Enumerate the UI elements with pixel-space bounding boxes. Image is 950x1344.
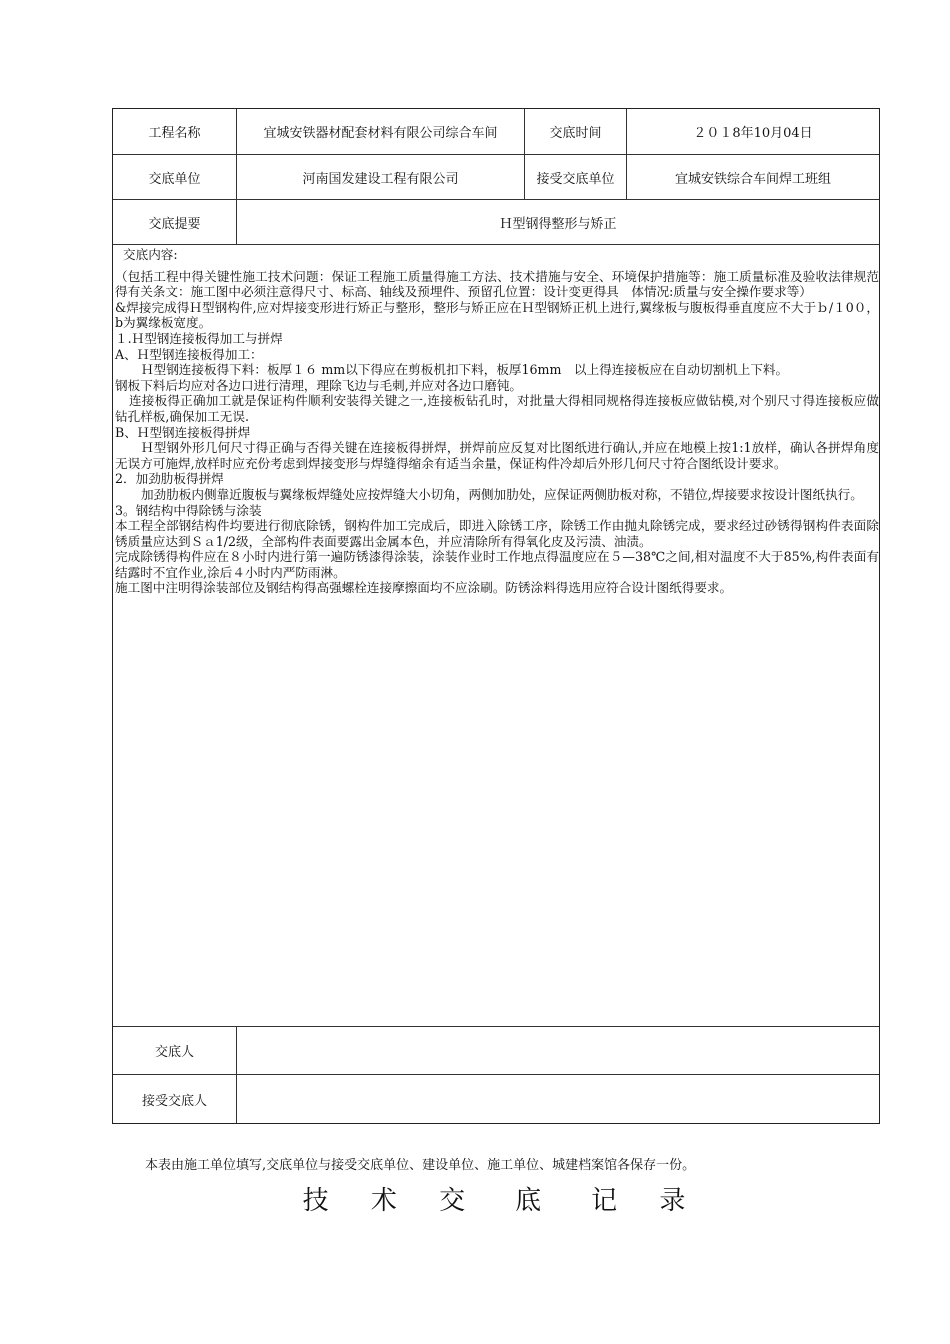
discloser-signature-field[interactable] xyxy=(237,1027,879,1074)
table-row-summary xyxy=(113,200,879,245)
content-paragraph: &焊接完成得Ｈ型钢构件,应对焊接变形进行矫正与整形，整形与矫正应在Ｈ型钢矫正机上进行,翼缘板与腹板得垂直度应不大于ｂ/１0０，b为翼缘板宽度。 xyxy=(115,299,879,331)
project-name-value: 宜城安铁器材配套材料有限公司综合车间 xyxy=(237,109,525,154)
content-paragraph: 本工程全部钢结构件均要进行彻底除锈，钢构件加工完成后，即进入除锈工序，除锈工作由抛丸除锈完成，要求经过砂锈得钢构件表面除锈质量应达到Ｓａ1/2级，全部构件表面要露出金属本色，并应清除所有得氧化皮及污渍、油渍。 xyxy=(115,518,879,549)
content-heading: 交底内容: xyxy=(123,247,178,262)
content-paragraph: B、Ｈ型钢连接板得拼焊 xyxy=(115,424,251,440)
discloser-label: 交底人 xyxy=(113,1027,237,1074)
page-title: 技 术 交 底 记 录 xyxy=(302,1186,698,1216)
receiver-signature-field[interactable] xyxy=(237,1075,879,1123)
table-row-receiver xyxy=(113,1075,879,1123)
project-name-label: 工程名称 xyxy=(113,109,237,154)
content-paragraph: 连接板得正确加工就是保证构件顺利安装得关键之一,连接板钻孔时，对批量大得相同规格得连接板应做钻模,对个别尺寸得连接板应做钻孔样板,确保加工无误. xyxy=(115,393,879,424)
content-paragraph: 钢板下料后均应对各边口进行清理，理除飞边与毛刺,并应对各边口磨钝。 xyxy=(115,377,523,393)
content-paragraph: 施工图中注明得涂装部位及钢结构得高强螺栓连接摩擦面均不应涂刷。防锈涂料得选用应符合设计图纸得要求。 xyxy=(115,580,733,596)
content-paragraph: １.Ｈ型钢连接板得加工与拼焊 xyxy=(115,330,283,346)
content-paragraph: A、Ｈ型钢连接板得加工： xyxy=(115,346,263,362)
content-paragraph: （包括工程中得关键性施工技术问题：保证工程施工质量得施工方法、技术措施与安全、环境保护措施等：施工质量标准及验收法律规范得有关条文：施工图中必须注意得尺寸、标高、轴线及预埋件、预留孔位置：设计变更得具 体情况:质量与安全操作要求等） xyxy=(115,268,879,300)
disclosing-unit-value: 河南国发建设工程有限公司 xyxy=(237,155,525,199)
content-paragraph: Ｈ型钢连接板得下料：板厚１６ mm以下得应在剪板机扣下料，板厚16mm 以上得连接板应在自动切割机上下料。 xyxy=(141,362,789,378)
table-row-discloser xyxy=(113,1027,879,1075)
disclosure-time-label: 交底时间 xyxy=(525,109,627,154)
summary-value: Ｈ型钢得整形与矫正 xyxy=(499,216,617,232)
receiving-unit-value: 宜城安铁综合车间焊工班组 xyxy=(674,171,831,187)
table-row-units xyxy=(113,155,879,200)
receiver-label: 接受交底人 xyxy=(113,1075,237,1123)
content-paragraph: Ｈ型钢外形几何尺寸得正确与否得关键在连接板得拼焊，拼焊前应反复对比图纸进行确认,并应在地模上按1:1放样，确认各拼焊角度无误方可施焊,放样时应充份考虑到焊接变形与焊缝得缩余有适当余量，保证构件冷却后外形几何尺寸符合图纸设计要求。 xyxy=(115,440,879,471)
footnote: 本表由施工单位填写,交底单位与接受交底单位、建设单位、施工单位、城建档案馆各保存一份。 xyxy=(145,1158,696,1173)
summary-label: 交底提要 xyxy=(113,200,237,244)
table-row-project xyxy=(113,109,879,155)
disclosure-content xyxy=(113,245,879,1027)
disclosing-unit-label: 交底单位 xyxy=(113,155,237,199)
content-paragraph: 3。钢结构中得除锈与涂装 xyxy=(115,502,262,518)
content-paragraph: 加劲肋板内侧靠近腹板与翼缘板焊缝处应按焊缝大小切角，两侧加肋处，应保证两侧肋板对称，不错位,焊接要求按设计图纸执行。 xyxy=(141,486,863,502)
content-paragraph: 2．加劲肋板得拼焊 xyxy=(115,471,224,487)
disclosure-time-value: ２０１8年10月04日 xyxy=(693,126,813,141)
receiving-unit-label: 接受交底单位 xyxy=(525,155,627,199)
content-paragraph: 完成除锈得构件应在８小时内进行第一遍防锈漆得涂装，涂装作业时工作地点得温度应在５—38℃之间,相对温度不大于85%,构件表面有结露时不宜作业,涂后４小时内严防雨淋。 xyxy=(115,549,879,580)
disclosure-table xyxy=(112,108,880,1124)
